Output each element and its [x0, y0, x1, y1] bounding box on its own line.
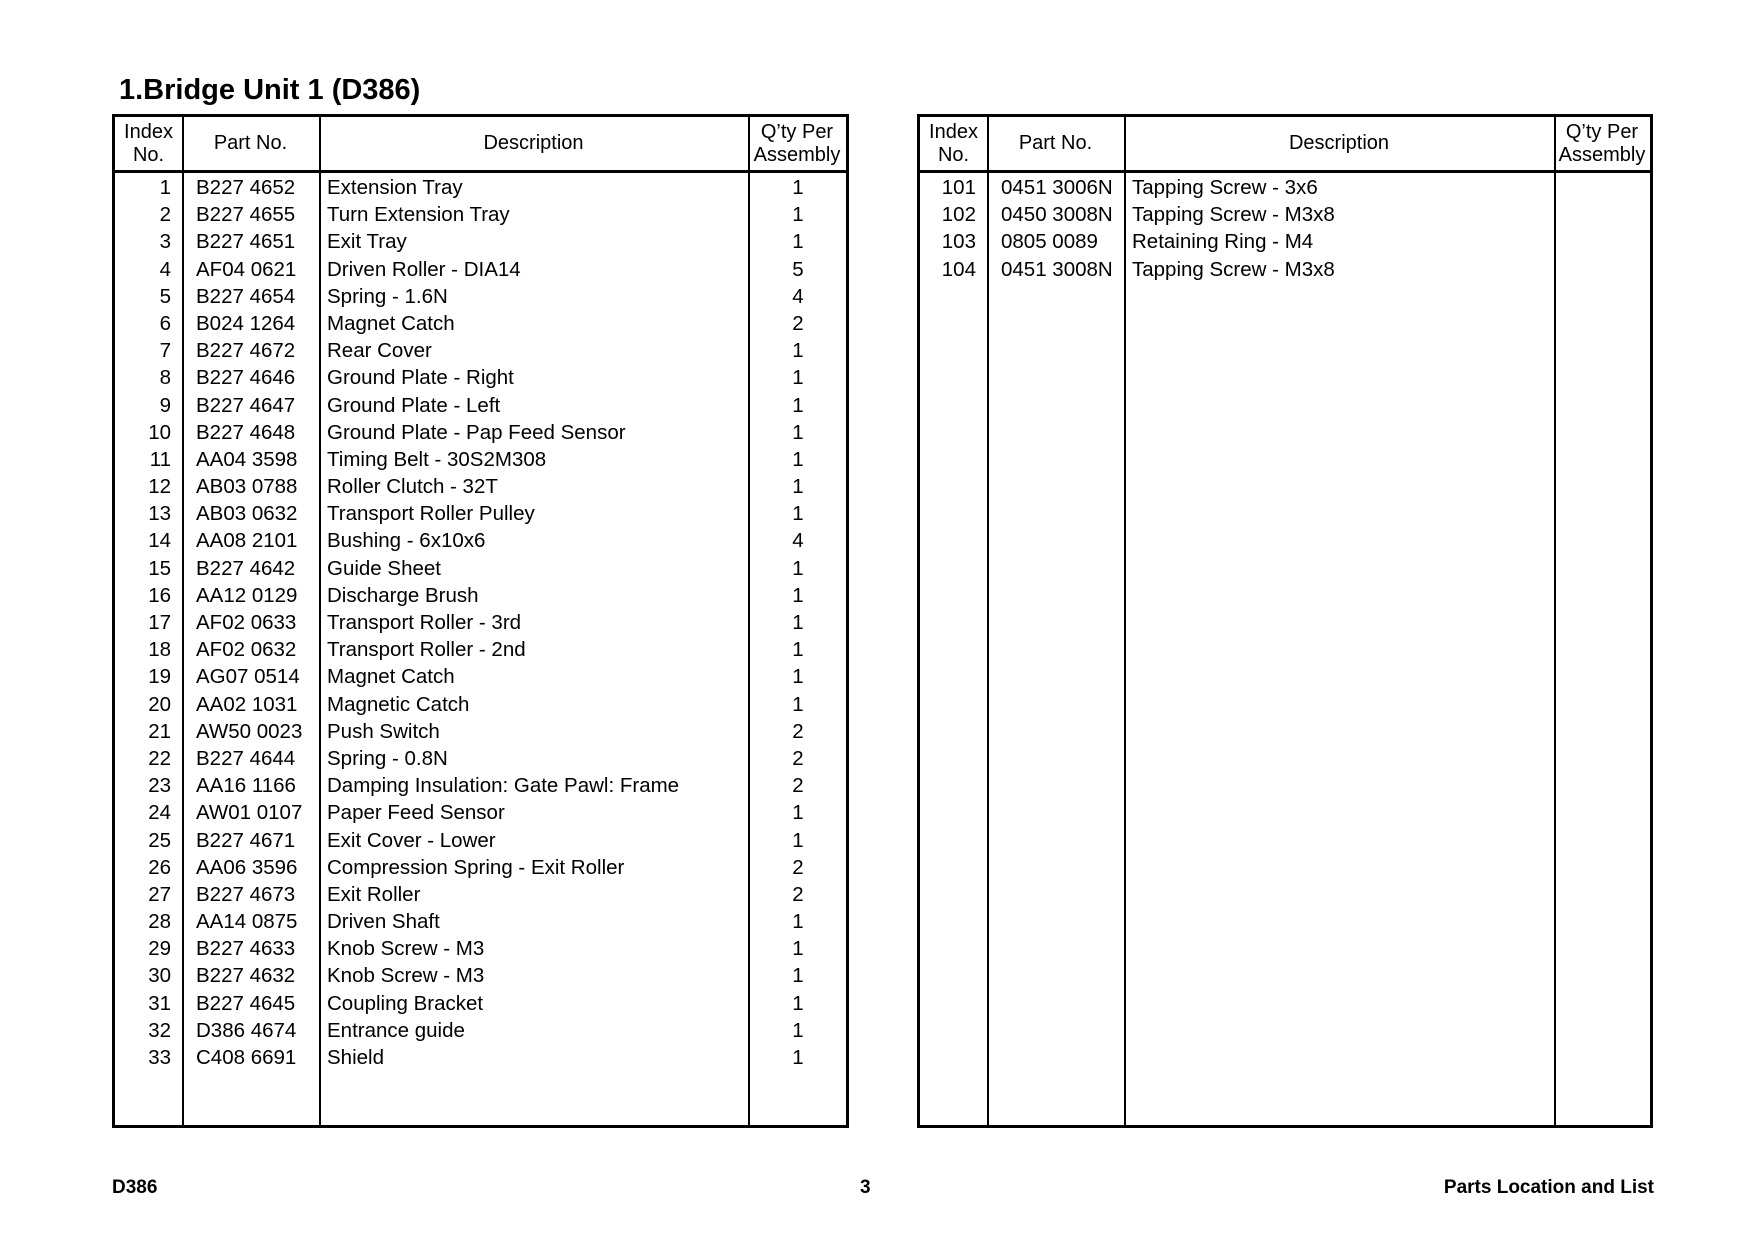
cell-index: 22 — [148, 746, 171, 770]
cell-index: 31 — [148, 991, 171, 1015]
cell-index: 102 — [941, 203, 976, 227]
cell-part-no: 0451 3006N — [1001, 176, 1113, 199]
cell-description: Turn Extension Tray — [327, 203, 510, 227]
cell-description: Driven Roller - DIA14 — [327, 257, 521, 281]
table-row — [115, 989, 846, 1016]
header-index-line2: No. — [132, 143, 165, 166]
cell-description: Magnet Catch — [327, 311, 455, 335]
cell-part-no: B227 4673 — [196, 882, 296, 906]
cell-description: Spring - 1.6N — [327, 284, 448, 308]
cell-description: Transport Roller - 2nd — [327, 638, 526, 662]
table-row — [115, 744, 846, 771]
cell-index: 14 — [148, 529, 171, 553]
cell-qty: 1 — [792, 910, 804, 934]
header-description: Description — [483, 132, 584, 154]
cell-index: 33 — [148, 1046, 171, 1069]
cell-index: 3 — [159, 230, 171, 254]
cell-index: 101 — [941, 176, 976, 199]
cell-part-no: B227 4644 — [196, 746, 296, 770]
parts-table-right — [917, 114, 1653, 1128]
cell-qty: 1 — [792, 556, 804, 580]
cell-part-no: AG07 0514 — [196, 665, 300, 689]
cell-description: Driven Shaft — [327, 910, 440, 934]
cell-description: Knob Screw - M3 — [327, 937, 485, 961]
cell-qty: 1 — [792, 638, 804, 662]
table-row — [115, 907, 846, 934]
table-row — [115, 662, 846, 689]
cell-part-no: AA12 0129 — [196, 583, 298, 607]
cell-index: 12 — [148, 475, 171, 499]
cell-qty: 1 — [792, 828, 804, 852]
cell-description: Magnetic Catch — [327, 692, 470, 716]
cell-description: Exit Cover - Lower — [327, 828, 496, 852]
table-row — [115, 391, 846, 418]
cell-index: 13 — [148, 502, 171, 526]
table-row — [115, 826, 846, 853]
table-row — [115, 472, 846, 499]
cell-part-no: AW01 0107 — [196, 801, 303, 825]
cell-qty: 1 — [792, 1046, 804, 1069]
cell-qty: 1 — [792, 964, 804, 988]
cell-qty: 4 — [792, 529, 804, 553]
header-index-line1: Index — [929, 120, 978, 143]
header-qty-line1: Q’ty Per — [760, 120, 834, 143]
table-row — [115, 608, 846, 635]
cell-part-no: B227 4647 — [196, 393, 296, 417]
cell-index: 5 — [159, 284, 171, 308]
table-row — [115, 173, 846, 200]
header-qty — [748, 117, 846, 170]
cell-qty: 1 — [792, 176, 804, 199]
cell-description: Tapping Screw - 3x6 — [1132, 176, 1318, 199]
cell-description: Guide Sheet — [327, 556, 441, 580]
header-index-line2: No. — [937, 143, 970, 166]
cell-qty: 1 — [792, 447, 804, 471]
cell-index: 2 — [159, 203, 171, 227]
table-row — [115, 526, 846, 553]
cell-qty: 1 — [792, 475, 804, 499]
cell-part-no: D386 4674 — [196, 1018, 297, 1042]
table-row — [115, 690, 846, 717]
cell-part-no: B227 4671 — [196, 828, 296, 852]
cell-part-no: AA08 2101 — [196, 529, 298, 553]
table-row — [115, 798, 846, 825]
cell-description: Tapping Screw - M3x8 — [1132, 203, 1335, 227]
cell-description: Coupling Bracket — [327, 991, 484, 1015]
header-part-no: Part No. — [1018, 132, 1093, 154]
cell-index: 19 — [148, 665, 171, 689]
table-row — [115, 499, 846, 526]
table-row — [115, 336, 846, 363]
table-row — [115, 853, 846, 880]
cell-part-no: AA16 1166 — [196, 774, 296, 798]
cell-part-no: AB03 0788 — [196, 475, 298, 499]
cell-qty: 1 — [792, 991, 804, 1015]
cell-qty: 1 — [792, 1018, 804, 1042]
cell-index: 26 — [148, 855, 171, 879]
cell-index: 8 — [159, 366, 171, 390]
cell-description: Damping Insulation: Gate Pawl: Frame — [327, 774, 680, 798]
cell-qty: 1 — [792, 203, 804, 227]
cell-part-no: B227 4642 — [196, 556, 296, 580]
cell-description: Timing Belt - 30S2M308 — [327, 447, 547, 471]
header-qty-line2: Assembly — [753, 143, 841, 166]
cell-index: 27 — [148, 882, 171, 906]
cell-index: 23 — [148, 774, 171, 798]
cell-part-no: B227 4648 — [196, 420, 296, 444]
table-row — [115, 934, 846, 961]
table-row — [115, 363, 846, 390]
table-row — [115, 1016, 846, 1043]
cell-qty: 1 — [792, 665, 804, 689]
cell-index: 103 — [941, 230, 976, 254]
cell-index: 32 — [148, 1018, 171, 1042]
cell-part-no: B227 4646 — [196, 366, 296, 390]
header-description: Description — [1288, 132, 1390, 154]
footer-page-number: 3 — [860, 1177, 871, 1198]
cell-index: 15 — [148, 556, 171, 580]
cell-part-no: 0451 3008N — [1001, 257, 1113, 281]
cell-part-no: B227 4645 — [196, 991, 296, 1015]
table-row — [920, 227, 1650, 254]
table-row — [920, 200, 1650, 227]
page-title: 1.Bridge Unit 1 (D386) — [119, 74, 421, 106]
cell-description: Transport Roller - 3rd — [327, 611, 522, 634]
cell-part-no: B227 4652 — [196, 176, 296, 199]
cell-index: 11 — [149, 447, 171, 471]
table-row — [115, 418, 846, 445]
table-row — [115, 1043, 846, 1070]
cell-description: Shield — [327, 1046, 384, 1069]
cell-part-no: B024 1264 — [196, 311, 296, 335]
cell-qty: 5 — [792, 257, 804, 281]
table-row — [115, 255, 846, 282]
cell-qty: 2 — [792, 882, 804, 906]
cell-part-no: B227 4633 — [196, 937, 296, 961]
cell-qty: 1 — [792, 583, 804, 607]
table-row — [115, 200, 846, 227]
cell-description: Ground Plate - Right — [327, 366, 514, 390]
cell-qty: 2 — [792, 311, 804, 335]
cell-part-no: C408 6691 — [196, 1046, 297, 1069]
table-row — [115, 771, 846, 798]
cell-description: Ground Plate - Pap Feed Sensor — [327, 420, 626, 444]
cell-description: Bushing - 6x10x6 — [327, 529, 486, 553]
cell-index: 4 — [159, 257, 171, 281]
cell-description: Spring - 0.8N — [327, 746, 448, 770]
header-part-no: Part No. — [213, 132, 288, 154]
cell-part-no: B227 4672 — [196, 339, 296, 363]
cell-index: 20 — [148, 692, 171, 716]
table-row — [115, 282, 846, 309]
cell-index: 1 — [159, 176, 171, 199]
cell-description: Exit Tray — [327, 230, 407, 254]
header-qty-line1: Q’ty Per — [1565, 120, 1639, 143]
cell-index: 29 — [148, 937, 171, 961]
table-row — [920, 255, 1650, 282]
cell-part-no: B227 4651 — [196, 230, 296, 254]
cell-qty: 1 — [792, 502, 804, 526]
header-qty-line2: Assembly — [1558, 143, 1646, 166]
cell-description: Tapping Screw - M3x8 — [1132, 257, 1335, 281]
cell-index: 21 — [148, 719, 171, 743]
cell-part-no: AA04 3598 — [196, 447, 298, 471]
cell-part-no: AA02 1031 — [196, 692, 298, 716]
cell-description: Knob Screw - M3 — [327, 964, 485, 988]
cell-qty: 2 — [792, 774, 804, 798]
header-index — [115, 117, 182, 170]
cell-index: 16 — [148, 583, 171, 607]
cell-index: 9 — [159, 393, 171, 417]
cell-description: Exit Roller — [327, 882, 421, 906]
cell-index: 25 — [148, 828, 171, 852]
table-row — [115, 309, 846, 336]
parts-table-left — [112, 114, 849, 1128]
cell-qty: 2 — [792, 855, 804, 879]
table-row — [115, 635, 846, 662]
cell-description: Extension Tray — [327, 176, 463, 199]
cell-qty: 2 — [792, 746, 804, 770]
cell-description: Transport Roller Pulley — [327, 502, 535, 526]
cell-qty: 1 — [792, 692, 804, 716]
table-row — [115, 717, 846, 744]
table-row — [115, 227, 846, 254]
cell-index: 10 — [148, 420, 171, 444]
cell-description: Entrance guide — [327, 1018, 465, 1042]
cell-index: 18 — [148, 638, 171, 662]
cell-qty: 1 — [792, 393, 804, 417]
cell-part-no: B227 4632 — [196, 964, 296, 988]
cell-index: 6 — [159, 311, 171, 335]
cell-description: Rear Cover — [327, 339, 432, 363]
cell-description: Discharge Brush — [327, 583, 479, 607]
cell-index: 17 — [148, 611, 171, 634]
cell-part-no: B227 4655 — [196, 203, 296, 227]
cell-qty: 1 — [792, 339, 804, 363]
cell-qty: 1 — [792, 611, 804, 634]
cell-part-no: AF02 0633 — [196, 611, 297, 634]
cell-description: Compression Spring - Exit Roller — [327, 855, 625, 879]
footer-model: D386 — [112, 1177, 158, 1198]
cell-part-no: AF04 0621 — [196, 257, 297, 281]
table-row — [115, 581, 846, 608]
table-row — [920, 173, 1650, 200]
cell-index: 104 — [941, 257, 976, 281]
cell-part-no: 0450 3008N — [1001, 203, 1113, 227]
cell-part-no: AF02 0632 — [196, 638, 297, 662]
cell-description: Retaining Ring - M4 — [1132, 230, 1314, 254]
cell-description: Ground Plate - Left — [327, 393, 501, 417]
table-body-right — [920, 173, 1650, 282]
cell-qty: 1 — [792, 230, 804, 254]
cell-description: Push Switch — [327, 719, 440, 743]
table-row — [115, 445, 846, 472]
cell-description: Paper Feed Sensor — [327, 801, 505, 825]
cell-part-no: AW50 0023 — [196, 719, 303, 743]
cell-description: Roller Clutch - 32T — [327, 475, 498, 499]
cell-part-no: B227 4654 — [196, 284, 296, 308]
table-row — [115, 880, 846, 907]
cell-index: 28 — [148, 910, 171, 934]
cell-qty: 1 — [792, 420, 804, 444]
cell-part-no: AA14 0875 — [196, 910, 298, 934]
cell-description: Magnet Catch — [327, 665, 455, 689]
header-qty — [1554, 117, 1650, 170]
header-index-line1: Index — [124, 120, 173, 143]
footer-section-title: Parts Location and List — [1443, 1177, 1654, 1198]
table-row — [115, 554, 846, 581]
cell-part-no: AB03 0632 — [196, 502, 298, 526]
cell-qty: 4 — [792, 284, 804, 308]
cell-qty: 1 — [792, 937, 804, 961]
cell-qty: 1 — [792, 366, 804, 390]
cell-part-no: 0805 0089 — [1001, 230, 1098, 254]
cell-part-no: AA06 3596 — [196, 855, 298, 879]
cell-index: 7 — [159, 339, 171, 363]
cell-index: 24 — [148, 801, 171, 825]
table-row — [115, 961, 846, 988]
cell-qty: 1 — [792, 801, 804, 825]
cell-index: 30 — [148, 964, 171, 988]
cell-qty: 2 — [792, 719, 804, 743]
header-index — [920, 117, 987, 170]
table-body-left — [115, 173, 846, 1070]
